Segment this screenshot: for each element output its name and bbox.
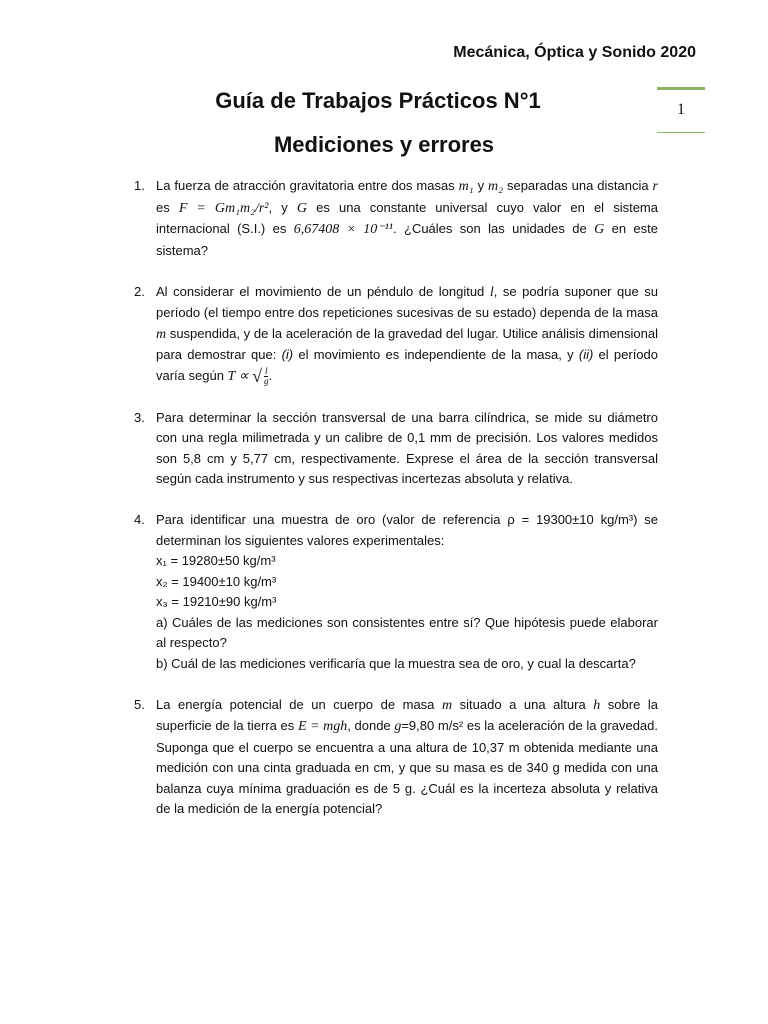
- math-G: G: [594, 222, 605, 237]
- math-m1: m₁: [458, 179, 474, 194]
- text-span: . ¿Cuáles son las unidades de: [393, 221, 595, 236]
- item-number: 1.: [134, 178, 145, 193]
- sqrt-symbol: √: [252, 365, 262, 386]
- math-G: G: [296, 200, 307, 216]
- text-span: sobre la superficie de la tierra es: [156, 696, 659, 733]
- math-r: r: [652, 179, 658, 194]
- measurement-x2: x₂ = 19400±10 kg/m³: [156, 573, 277, 589]
- text-span: , donde: [347, 718, 395, 733]
- text-span: La fuerza de atracción gravitatoria entre dos masas: [156, 178, 459, 193]
- math-l: l: [489, 284, 494, 300]
- text-italic: (i): [281, 347, 294, 362]
- exercise-item-1: [108, 176, 658, 261]
- math-m: m: [441, 697, 453, 713]
- exercise-item-3: [108, 408, 658, 490]
- question-b: b) Cuál de las mediciones verificaría que la muestra sea de oro, y cual la descarta?: [156, 655, 636, 671]
- item-number: 2.: [134, 283, 145, 299]
- text-span: en este sistema?: [156, 221, 659, 258]
- math-formula-gravity: F = Gm₁m₂/r²: [178, 200, 269, 216]
- math-constant-value: 6,67408 × 10⁻¹¹: [293, 222, 394, 237]
- text-span: Al considerar el movimiento de un péndulo de longitud: [156, 283, 490, 299]
- exercise-item-4: [108, 510, 658, 674]
- page-number: 1: [677, 101, 685, 118]
- exercise-list: [108, 176, 658, 820]
- math-m2: m₂: [488, 179, 504, 194]
- measurement-x1: x₁ = 19280±50 kg/m³: [156, 553, 276, 568]
- item-number: 3.: [134, 409, 145, 425]
- question-a: a) Cuáles de las mediciones son consistentes entre sí? Que hipótesis puede elaborar al respecto?: [156, 614, 658, 650]
- item-number: 5.: [134, 696, 145, 712]
- text-span: es una constante universal cuyo valor en el sistema internacional (S.I.) es: [156, 199, 658, 236]
- spacer: [108, 674, 658, 695]
- text-span: situado a una altura: [452, 696, 594, 712]
- course-header: Mecánica, Óptica y Sonido 2020: [453, 44, 696, 61]
- spacer: [108, 261, 658, 282]
- text-span: suspendida, y de la aceleración de la gravedad del lugar. Utilice análisis dimensional para demostrar que:: [156, 325, 658, 362]
- text-span: Para determinar la sección transversal de una barra cilíndrica, se mide su diámetro con una regla milimetrada y un calibre de 0,1 mm de precisión. Los valores medidos son 5,8 cm y 5,77 cm, respectivamente. Exprese el área de la sección transversal según cada instrumento y sus respectivas incertezas absoluta y relativa.: [156, 409, 658, 486]
- text-span: , se podría suponer que su período (el tiempo entre dos repeticiones sucesivas de su estado) dependa de la masa: [156, 283, 658, 320]
- text-span: Para identificar una muestra de oro (valor de referencia ρ = 19300±10 kg/m³) se determinan los siguientes valores experimentales:: [156, 512, 658, 548]
- text-span: La energía potencial de un cuerpo de masa: [156, 696, 442, 712]
- text-span: , y: [268, 199, 297, 215]
- text-span: separadas una distancia: [503, 178, 653, 193]
- text-span: =9,80 m/s² es la aceleración de la gravedad. Suponga que el cuerpo se encuentra a una altura de 10,37 m obtenida mediante una medición con una cinta graduada en cm, y que su masa es de 340 g medida con una balanza cuya mínima graduación es de 5 g. ¿Cuál es la incerteza absoluta y relativa de la medición de la energía potencial?: [156, 718, 658, 816]
- document-subtitle: Mediciones y errores: [273, 132, 495, 157]
- measurement-x3: x₃ = 19210±90 kg/m³: [156, 594, 277, 609]
- spacer: [108, 387, 658, 408]
- spacer: [108, 490, 658, 511]
- text-italic: (ii): [578, 347, 594, 362]
- fraction-denominator: g: [263, 375, 269, 386]
- item-number: 4.: [134, 512, 145, 527]
- math-g: g: [394, 719, 402, 734]
- text-span: y: [473, 178, 489, 193]
- math-m: m: [156, 326, 167, 342]
- text-span: .: [268, 367, 273, 383]
- text-span: es: [156, 199, 179, 215]
- math-T-proportional: T ∝: [227, 368, 253, 384]
- exercise-item-2: [108, 282, 658, 388]
- text-span: el período varía según: [156, 347, 658, 383]
- text-span: el movimiento es independiente de la masa, y: [293, 347, 579, 362]
- exercise-item-5: [108, 695, 658, 820]
- math-h: h: [593, 697, 601, 713]
- fraction-numerator: l: [264, 365, 268, 376]
- math-formula-energy: E = mgh: [297, 719, 348, 734]
- document-title: Guía de Trabajos Prácticos N°1: [215, 88, 541, 113]
